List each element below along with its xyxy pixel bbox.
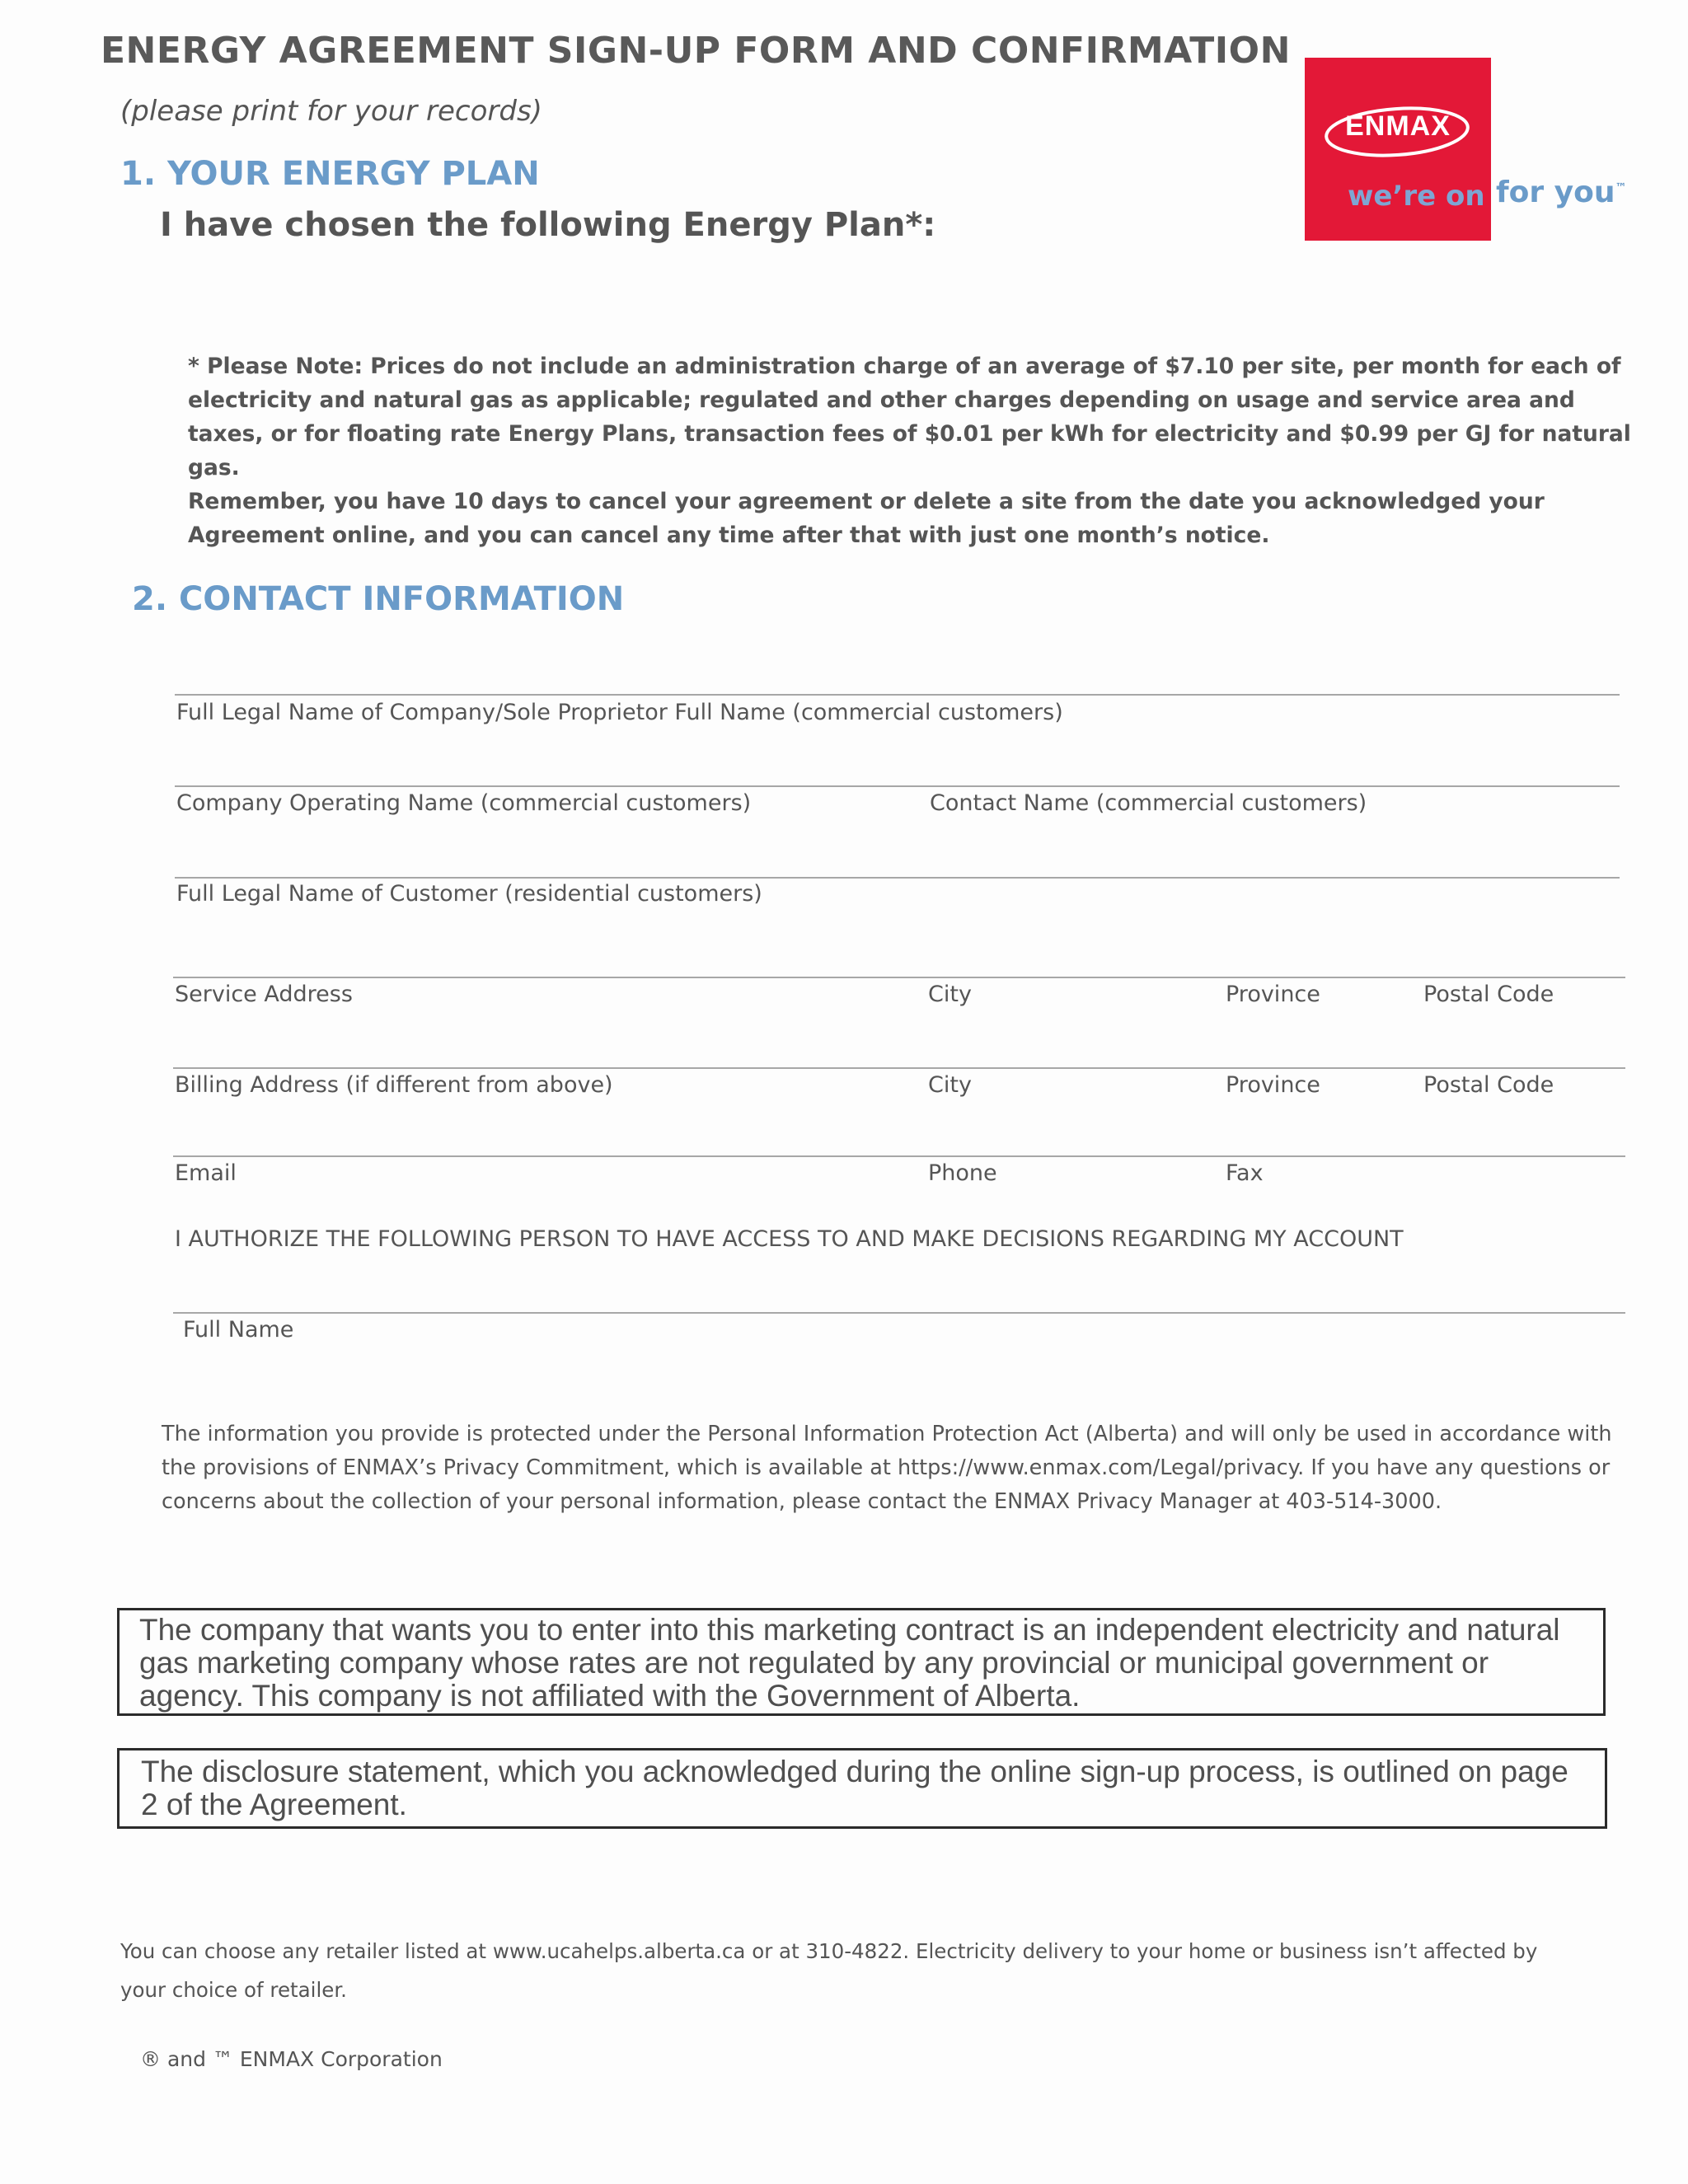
enmax-logo [1305,58,1491,241]
label-service-postal-code: Postal Code [1423,982,1554,1007]
full-legal-customer-field[interactable] [175,877,1620,879]
email-phone-fax-field[interactable] [173,1155,1625,1157]
label-service-province: Province [1226,982,1320,1007]
label-phone: Phone [928,1160,997,1186]
label-company-operating: Company Operating Name (commercial customers) [176,790,752,816]
full-legal-company-field[interactable] [175,694,1620,696]
label-full-legal-customer: Full Legal Name of Customer (residential customers) [176,881,762,907]
label-billing-address: Billing Address (if different from above) [175,1072,613,1098]
independent-marketer-disclosure [117,1608,1606,1716]
service-address-field[interactable] [173,977,1625,978]
retailer-note: You can choose any retailer listed at www.ucahelps.alberta.ca or at 310-4822. Electricity delivery to your home or business isn’t affected by your choice of retailer. [120,1939,1538,2002]
disclosure-statement-text: The disclosure statement, which you acknowledged during the online sign-up process, is outlined on page 2 of the Agreement. [141,1755,1568,1821]
privacy-statement: The information you provide is protected under the Personal Information Protection Act (Alberta) and will only be used in accordance with the provisions of ENMAX’s Privacy Commitment, which is available at https://www.enmax.com/Legal/privacy. If you have any questions or concerns about the collection of your personal information, please contact the ENMAX Privacy Manager at 403-514-3000. [162,1422,1612,1514]
authorized-full-name-field[interactable] [173,1312,1625,1314]
logo-tagline-on: we’re on [1348,180,1485,213]
trademark-note: ® and ™ ENMAX Corporation [140,2047,443,2071]
section-heading-contact-information: 2. CONTACT INFORMATION [132,580,625,618]
logo-tagline-for-you-text: for you [1496,176,1615,209]
section-heading-energy-plan: 1. YOUR ENERGY PLAN [120,155,540,193]
disclosure-statement-box [117,1748,1607,1829]
authorize-statement: I AUTHORIZE THE FOLLOWING PERSON TO HAVE ACCESS TO AND MAKE DECISIONS REGARDING MY ACCOUNT [175,1226,1404,1252]
label-contact-name: Contact Name (commercial customers) [930,790,1367,816]
form-title: ENERGY AGREEMENT SIGN-UP FORM AND CONFIRMATION [101,30,1291,72]
label-full-legal-company: Full Legal Name of Company/Sole Proprietor Full Name (commercial customers) [176,700,1063,725]
cancellation-note: Remember, you have 10 days to cancel your agreement or delete a site from the date you acknowledged your Agreement online, and you can cancel any time after that with just one month’s notice. [188,489,1545,548]
label-service-city: City [928,982,972,1007]
company-contact-field[interactable] [175,785,1620,787]
label-fax: Fax [1226,1160,1264,1186]
logo-tagline-tm: ™ [1615,181,1627,194]
label-billing-postal-code: Postal Code [1423,1072,1554,1098]
chosen-plan-text: I have chosen the following Energy Plan*: [160,206,936,244]
independent-marketer-text: The company that wants you to enter into this marketing contract is an independent electricity and natural gas marketing company whose rates are not regulated by any provincial or municipal government or agency. This company is not affiliated with the Government of Alberta. [139,1613,1560,1713]
logo-tagline-for-you [1496,176,1627,209]
label-billing-province: Province [1226,1072,1320,1098]
pricing-note: * Please Note: Prices do not include an administration charge of an average of $7.10 per site, per month for each of electricity and natural gas as applicable; regulated and other charges depending on usage and service area and taxes, or for floating rate Energy Plans, transaction fees of $0.01 per kWh for electricity and $0.99 per GJ for natural gas. [188,354,1631,480]
label-service-address: Service Address [175,982,353,1007]
form-subtitle: (please print for your records) [120,95,542,128]
label-billing-city: City [928,1072,972,1098]
label-authorized-full-name: Full Name [183,1317,294,1343]
billing-address-field[interactable] [173,1067,1625,1069]
logo-wordmark: ENMAX [1345,110,1451,142]
label-email: Email [175,1160,237,1186]
